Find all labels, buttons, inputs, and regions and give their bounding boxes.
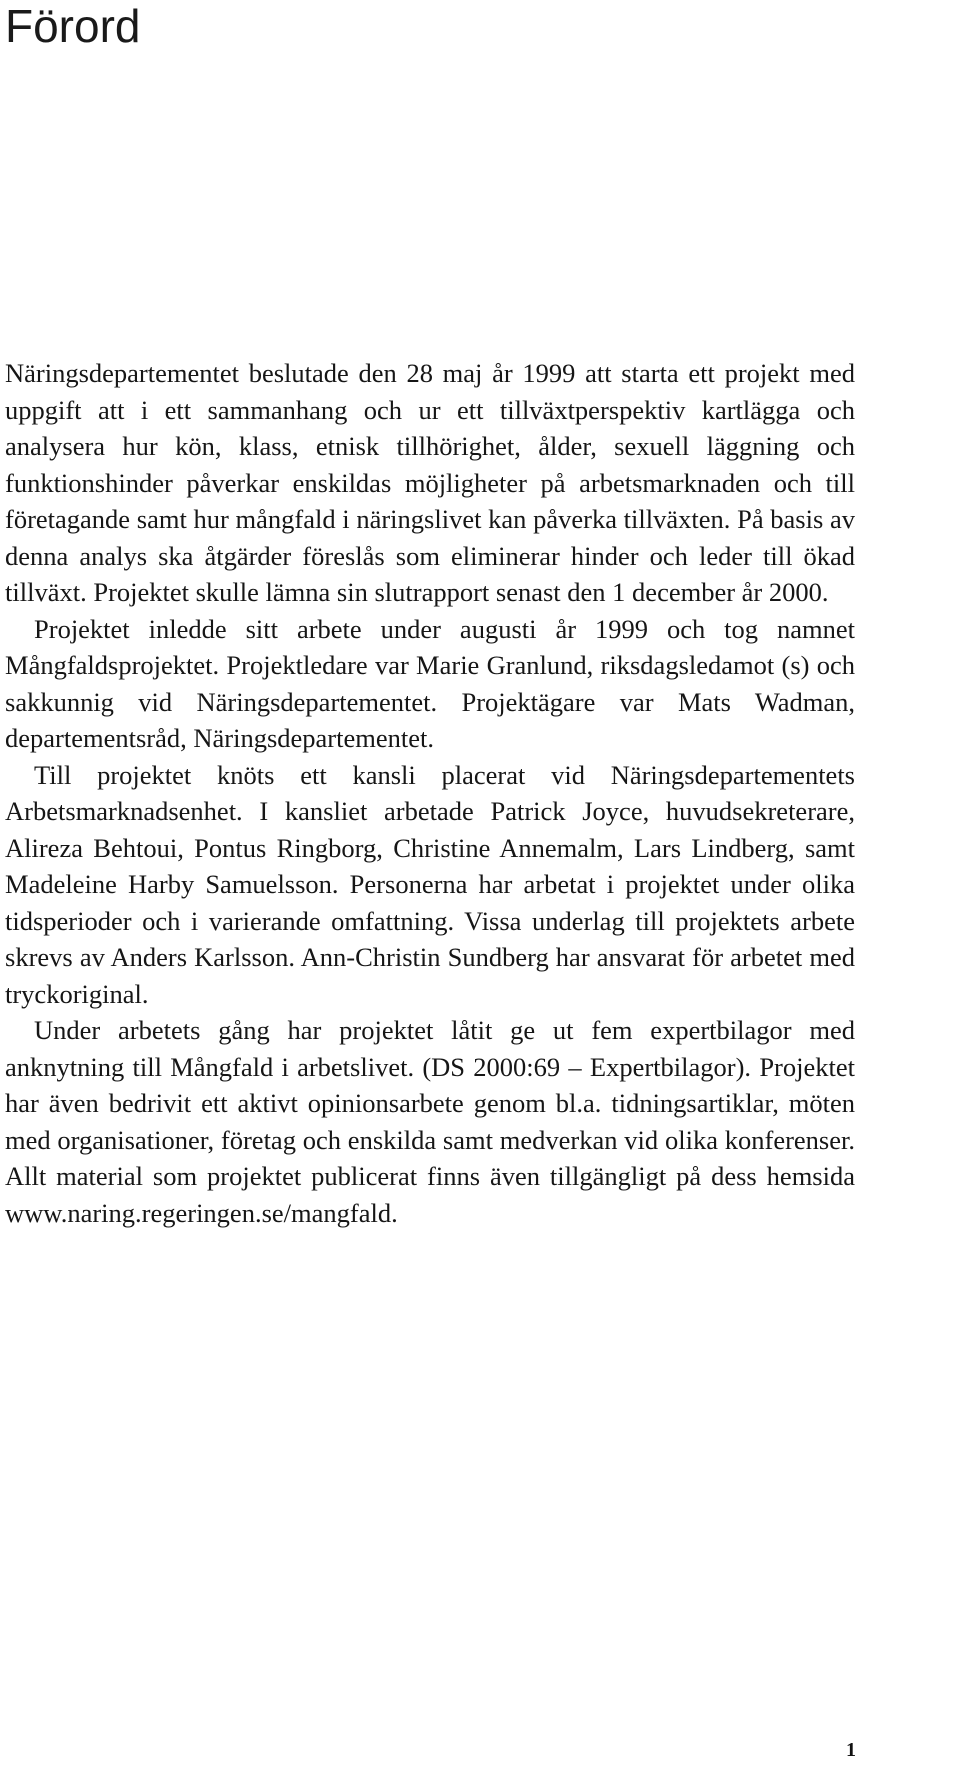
body-text [5,355,855,1231]
page-number: 1 [846,1739,856,1761]
paragraph-expert-appendices: Under arbetets gång har projektet låtit ge ut fem expertbilagor med anknytning till Mångfald i arbetslivet. (DS 2000:69 – Expertbilagor). Projektet har även bedrivit ett aktivt opinionsarbete genom bl.a. tidningsartiklar, möten med organisationer, företag och enskilda samt medverkan vid olika konferenser. Allt material som projektet publicerat finns även tillgängligt på dess hemsida www.naring.regeringen.se/mangfald. [5,1015,855,1228]
paragraph-intro: Näringsdepartementet beslutade den 28 maj år 1999 att starta ett projekt med uppgift att i ett sammanhang och ur ett tillväxtperspektiv kartlägga och analysera hur kön, klass, etnisk tillhörighet, ålder, sexuell läggning och funktionshinder påverkar enskildas möjligheter på arbetsmarknaden och till företagande samt hur mångfald i näringslivet kan påverka tillväxten. På basis av denna analys ska åtgärder föreslås som eliminerar hinder och leder till ökad tillväxt. Projektet skulle lämna sin slutrapport senast den 1 december år 2000. [5,358,855,607]
paragraph-secretariat: Till projektet knöts ett kansli placerat vid Näringsdepartementets Arbetsmarknadsenhet. I kansliet arbetade Patrick Joyce, huvudsekreterare, Alireza Behtoui, Pontus Ringborg, Christine Annemalm, Lars Lindberg, samt Madeleine Harby Samuelsson. Personerna har arbetat i projektet under olika tidsperioder och i varierande omfattning. Vissa underlag till projektets arbete skrevs av Anders Karlsson. Ann-Christin Sundberg har ansvarat för arbetet med tryckoriginal. [5,759,855,1009]
paragraph-project-start: Projektet inledde sitt arbete under augusti år 1999 och tog namnet Mångfaldsprojektet. Projektledare var Marie Granlund, riksdagsledamot (s) och sakkunnig vid Näringsdepartementet. Projektägare var Mats Wadman, departementsråd, Näringsdepartementet. [5,613,855,753]
page-title: Förord [5,0,141,52]
